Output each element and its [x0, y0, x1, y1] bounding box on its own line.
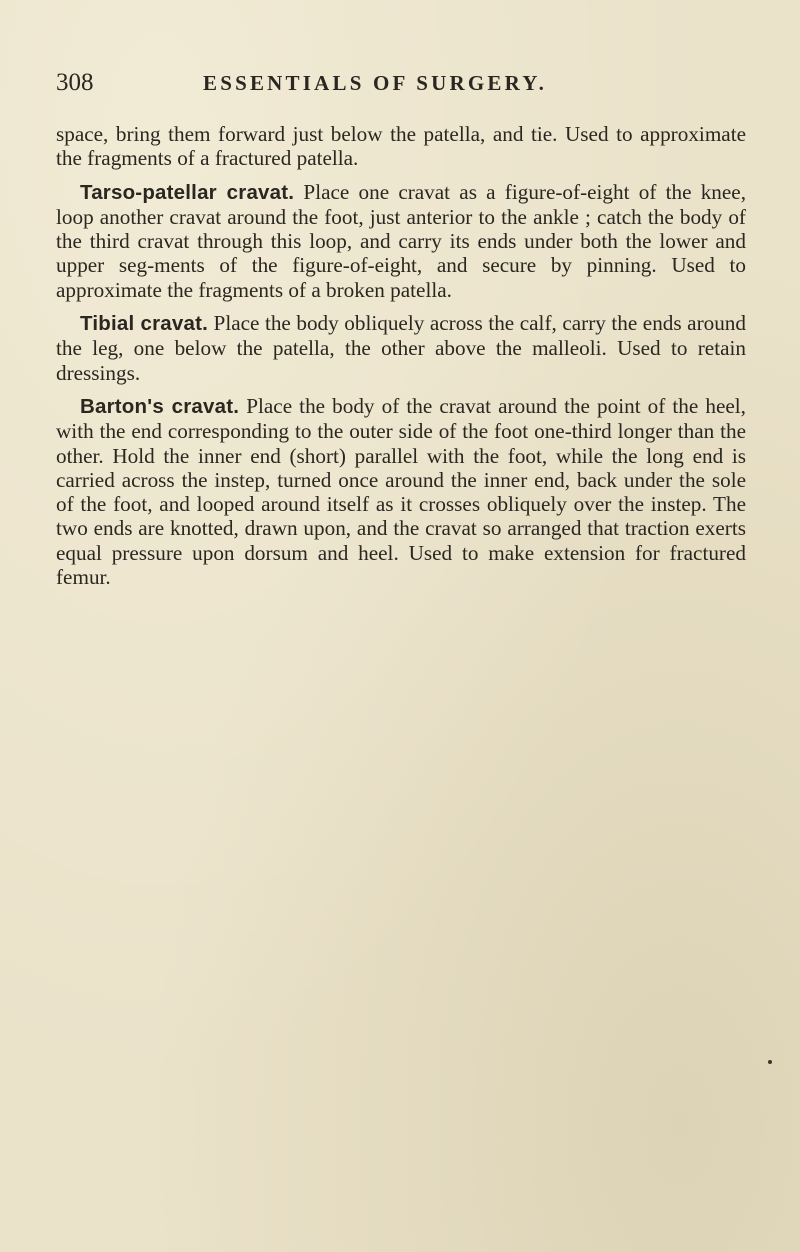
paragraph-text: Place the body of the cravat around the point of the heel, with the end corresponding to the outer side of the foot one-third longer than the other. Hold the inner end (short) parallel with the foot, while the long end is carried across the instep, turned once around the inner end, back under the sole of the foot, and looped around itself as it crosses obliquely over the instep. The two ends are knotted, drawn upon, and the cravat so arranged that traction exerts equal pressure upon dorsum and heel. Used to make extension for fractured femur.: [56, 393, 746, 590]
running-title: ESSENTIALS OF SURGERY.: [203, 71, 548, 95]
paragraph-text: Place one cravat as a figure-of-eight of the knee, loop another cravat around the foot, just anterior to the ankle ; catch the body of the third cravat through this loop, and carry its ends under both the lower and upper seg-ments of the figure-of-eight, and secure by pinning. Used to approximate the fragments of a broken patella.: [56, 179, 746, 302]
term-heading: Tibial cravat.: [80, 312, 208, 336]
paragraph-continuation: [56, 122, 746, 171]
paragraph-tibial-cravat: [56, 311, 746, 385]
page-number: 308: [56, 69, 94, 96]
body-text: [56, 122, 746, 598]
ink-speck: [768, 1060, 772, 1064]
paragraph-bartons-cravat: [56, 394, 746, 589]
term-heading: Barton's cravat.: [80, 394, 240, 418]
paragraph-text: space, bring them forward just below the patella, and tie. Used to approximate the fragments of a fractured patella.: [56, 122, 746, 171]
term-heading: Tarso-patellar cravat.: [80, 180, 295, 204]
paragraph-text: Place the body obliquely across the calf, carry the ends around the leg, one below the patella, the other above the malleoli. Used to retain dressings.: [56, 311, 746, 385]
paragraph-tarso-patellar-cravat: [56, 180, 746, 302]
running-header: [56, 66, 746, 100]
